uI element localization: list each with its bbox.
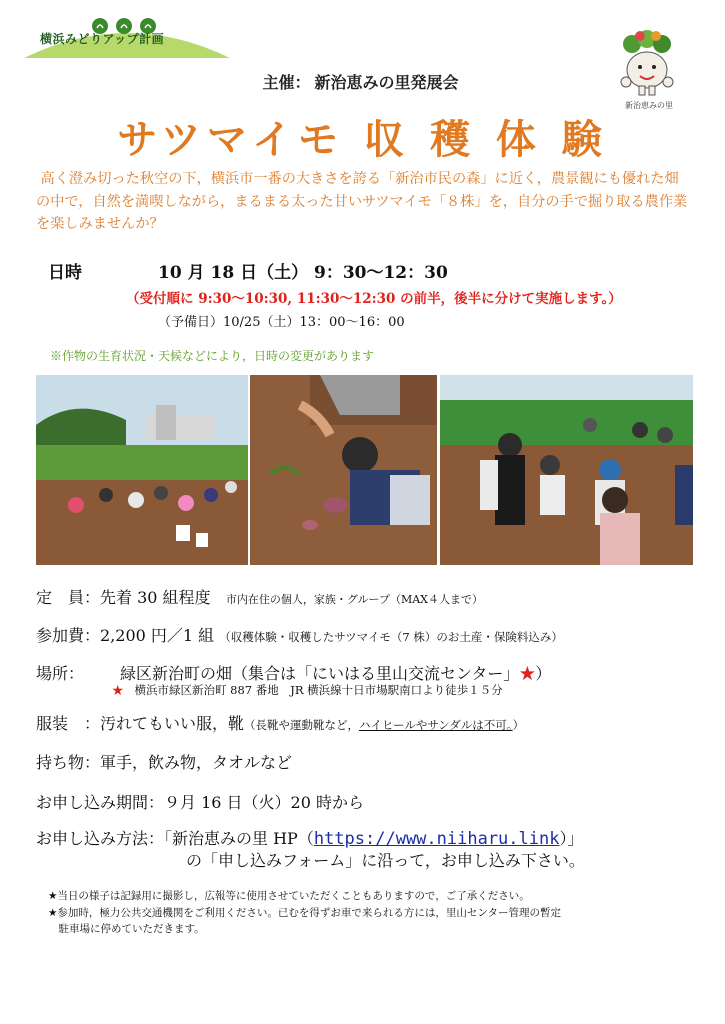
intro-text: 高く澄み切った秋空の下，横浜市一番の大きさを誇る「新治市民の森」に近く，農景観にも優れた畑の中で，自然を満喫しながら，まるまる太った甘いサツマイモ「８株」を，自分の手で掘り取る農作業を楽しみませんか？ [36, 171, 688, 232]
place-close: ） [535, 664, 552, 683]
place-row [36, 661, 551, 684]
capacity-value: 先着 30 組程度 [100, 588, 211, 607]
schedule-reserve: （予備日）10/25（土）13：00〜16：00 [158, 315, 405, 330]
footnote-item: 駐車場に停めていただきます。 [48, 923, 205, 935]
page-title: サツマイモ 収 穫 体 験 [117, 117, 608, 163]
period-label: お申し込み期間： [36, 793, 165, 812]
harvest-photo-field [36, 375, 248, 565]
harvest-photo-group [440, 375, 693, 565]
schedule-label: 日時 [48, 263, 82, 283]
schedule-note: ※作物の生育状況・天候などにより，日時の変更があります [50, 349, 375, 363]
harvest-photo-closeup [250, 375, 437, 565]
place-label: 場所： [36, 664, 85, 683]
capacity-label: 定 員： [36, 588, 101, 607]
period-value: ９月 16 日（火）20 時から [164, 793, 364, 812]
footnotes [48, 888, 688, 938]
organizer-label: 主催： [262, 73, 311, 92]
clothing-detail-b: ハイヒールやサンダルは不可。 [359, 718, 513, 732]
belongings-label: 持ち物： [36, 753, 101, 772]
place-value: 緑区新治町の畑（集合は「にいはる里山交流センター」 [120, 664, 520, 683]
organizer-name: 新治恵みの里発展会 [314, 73, 459, 92]
fee-value: 2,200 円／1 組 [100, 626, 215, 645]
place-address: 横浜市緑区新治町 887 番地 JR 横浜線十日市場駅南口より徒歩１５分 [134, 683, 503, 697]
intro-paragraph [36, 168, 692, 236]
method-line1-b: ）」 [559, 829, 584, 848]
capacity-row [36, 585, 483, 608]
method-line2: の「申し込みフォーム」に沿って，お申し込み下さい。 [186, 851, 585, 870]
clothing-row [36, 711, 524, 734]
mascot-label: 新治恵みの里 [625, 101, 673, 110]
schedule-sub: （受付順に 9:30〜10:30, 11:30〜12:30 の前半，後半に分けて実施します。） [126, 291, 622, 307]
belongings-row [36, 750, 292, 773]
period-row [36, 790, 364, 813]
fee-detail: （収穫体験・収穫したサツマイモ（7 株）のお土産・保険料込み） [219, 630, 563, 644]
fee-label: 参加費： [36, 626, 101, 645]
address-star-icon: ★ [112, 683, 124, 697]
method-line1-a: 「新治恵みの里 HP（ [164, 829, 314, 848]
homepage-link[interactable]: https://www.niiharu.link [313, 829, 560, 849]
footnote-item: ★参加時，極力公共交通機関をご利用ください。已むを得ずお車で来られる方には，里山センター管理の暫定 [48, 906, 561, 919]
logo-text: 横浜みどりアップ計画 [40, 32, 165, 46]
organizer [0, 70, 725, 93]
method-row [36, 826, 583, 849]
clothing-label: 服装 ： [36, 714, 101, 733]
schedule-row [48, 258, 448, 283]
belongings-value: 軍手，飲み物，タオルなど [100, 753, 293, 772]
place-address-row [112, 682, 503, 698]
footnote-item: ★当日の様子は記録用に撮影し，広報等に使用させていただくこともありますので，ご了承ください。 [48, 890, 530, 902]
capacity-detail: 市内在住の個人，家族・グループ（MAX４人まで） [225, 593, 483, 606]
clothing-detail-c: ） [512, 718, 525, 732]
clothing-detail-a: （長靴や運動靴など， [244, 718, 360, 732]
method-label: お申し込み方法： [36, 829, 165, 848]
schedule-main: 10 月 18 日（土） 9：30〜12：30 [158, 263, 448, 283]
place-star: ★ [519, 664, 536, 683]
clothing-value: 汚れてもいい服，靴 [100, 714, 245, 733]
fee-row [36, 623, 563, 646]
